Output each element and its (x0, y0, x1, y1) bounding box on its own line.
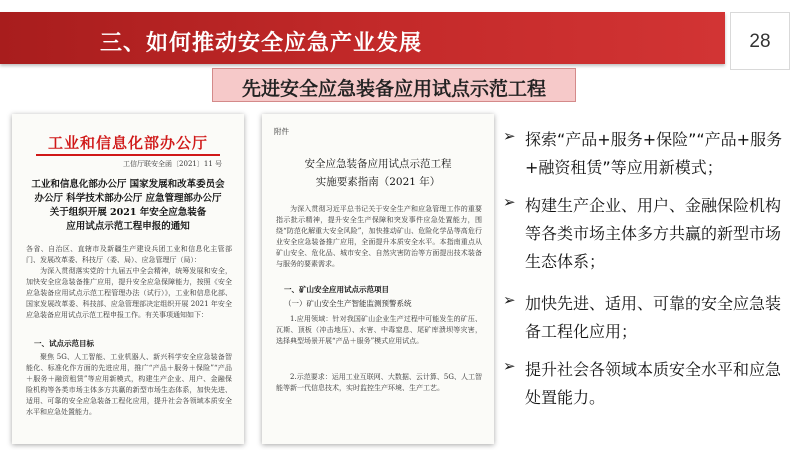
guide-item: 1.应用领域：针对我国矿山企业生产过程中可能发生的矿压、瓦斯、顶板（冲击地压）、水害、中毒窒息、尾矿库溃坝等灾害，选择典型场景开展“产品＋服务”模式应用试点。 (276, 315, 482, 345)
notice-recipients: 各省、自治区、直辖市及新疆生产建设兵团工业和信息化主管部门、发展改革委、科技厅（委、局）、应急管理厅（局）： (26, 245, 232, 264)
notice-body: 为深入贯彻落实党的十九届五中全会精神，统筹发展和安全，加快安全应急装备推广应用，提升安全应急保障能力，按照《安全应急装备应用试点示范工程管理办法（试行）》，工业和信息化部、国家发展改革委、科技部、应急管理部决定组织开展 2021 年安全应急装备应用试点示范工程申报工作。有关事项通知如下： (26, 267, 232, 319)
red-divider (36, 154, 220, 156)
bullet-text: 加快先进、适用、可靠的安全应急装备工程化应用； (525, 294, 782, 341)
bullet-text: 构建生产企业、用户、金融保险机构等各类市场主体多方共赢的新型市场生态体系； (525, 196, 782, 271)
arrow-bullet-icon: ➢ (503, 291, 516, 309)
title-bar (0, 12, 725, 64)
guide-title-line: 安全应急装备应用试点示范工程 (304, 158, 452, 170)
attachment-label: 附件 (274, 127, 289, 136)
subtitle: 先进安全应急装备应用试点示范工程 (241, 78, 546, 100)
notice-section-heading: 一、试点示范目标 (34, 339, 94, 348)
page-number: 28 (749, 31, 771, 52)
arrow-bullet-icon: ➢ (503, 357, 516, 375)
slide-title: 三、如何推动安全应急产业发展 (100, 31, 423, 56)
notice-title-line: 应用试点示范工程申报的通知 (66, 221, 190, 232)
subtitle-banner (212, 68, 576, 102)
bullet-text: 探索“产品+服务+保险”“产品+服务+融资租赁”等应用新模式； (525, 130, 783, 177)
issuing-office: 工业和信息化部办公厅 (47, 134, 208, 152)
guide-item: 2.示范要求：运用工业互联网、大数据、云计算、5G、人工智能等新一代信息技术，实时监控生产环境、生产工艺。 (276, 373, 482, 392)
guide-title-line: 实施要素指南（2021 年） (315, 176, 441, 188)
page-number-box (730, 12, 790, 70)
guide-subsection-heading: （一）矿山安全生产智能监测预警系统 (284, 299, 412, 308)
official-notice-document (12, 114, 244, 444)
guide-section-heading: 一、矿山安全应用试点示范项目 (284, 285, 389, 294)
arrow-bullet-icon: ➢ (503, 127, 516, 145)
implementation-guide-document (262, 114, 494, 444)
notice-title-line: 工业和信息化部办公厅 国家发展和改革委员会 (31, 179, 225, 190)
notice-section-body: 聚焦 5G、人工智能、工业机器人、新兴科学安全应急装备智能化、标准化作方面的先进应用，推广“产品＋服务＋保险”“产品＋服务＋融资租赁”等应用新模式，构建生产企业、用户、金融保险机构等各类市场主体多方共赢的新型市场生态体系，加快先进、适用、可靠的安全应急装备工程化应用，提升社会各领域本质安全水平和应急处置能力。 (26, 353, 232, 416)
notice-title-line: 办公厅 科学技术部办公厅 应急管理部办公厅 (34, 193, 222, 204)
guide-intro: 为深入贯彻习近平总书记关于安全生产和应急管理工作的重要指示批示精神，提升安全生产保障和突发事件应急处置能力，围绕“防范化解重大安全风险”，加快推动矿山、危险化学品等高危行业安全应急装备推广应用，全面提升本质安全水平。本指南重点从矿山安全、危化品、城市安全、自然灾害防治等方面提出技术装备与服务的要素需求。 (276, 205, 482, 268)
document-number: 工信厅联安全函〔2021〕11 号 (123, 160, 222, 168)
arrow-bullet-icon: ➢ (503, 193, 516, 211)
notice-title-line: 关于组织开展 2021 年安全应急装备 (49, 207, 207, 218)
bullet-text: 提升社会各领域本质安全水平和应急处置能力。 (525, 360, 782, 407)
